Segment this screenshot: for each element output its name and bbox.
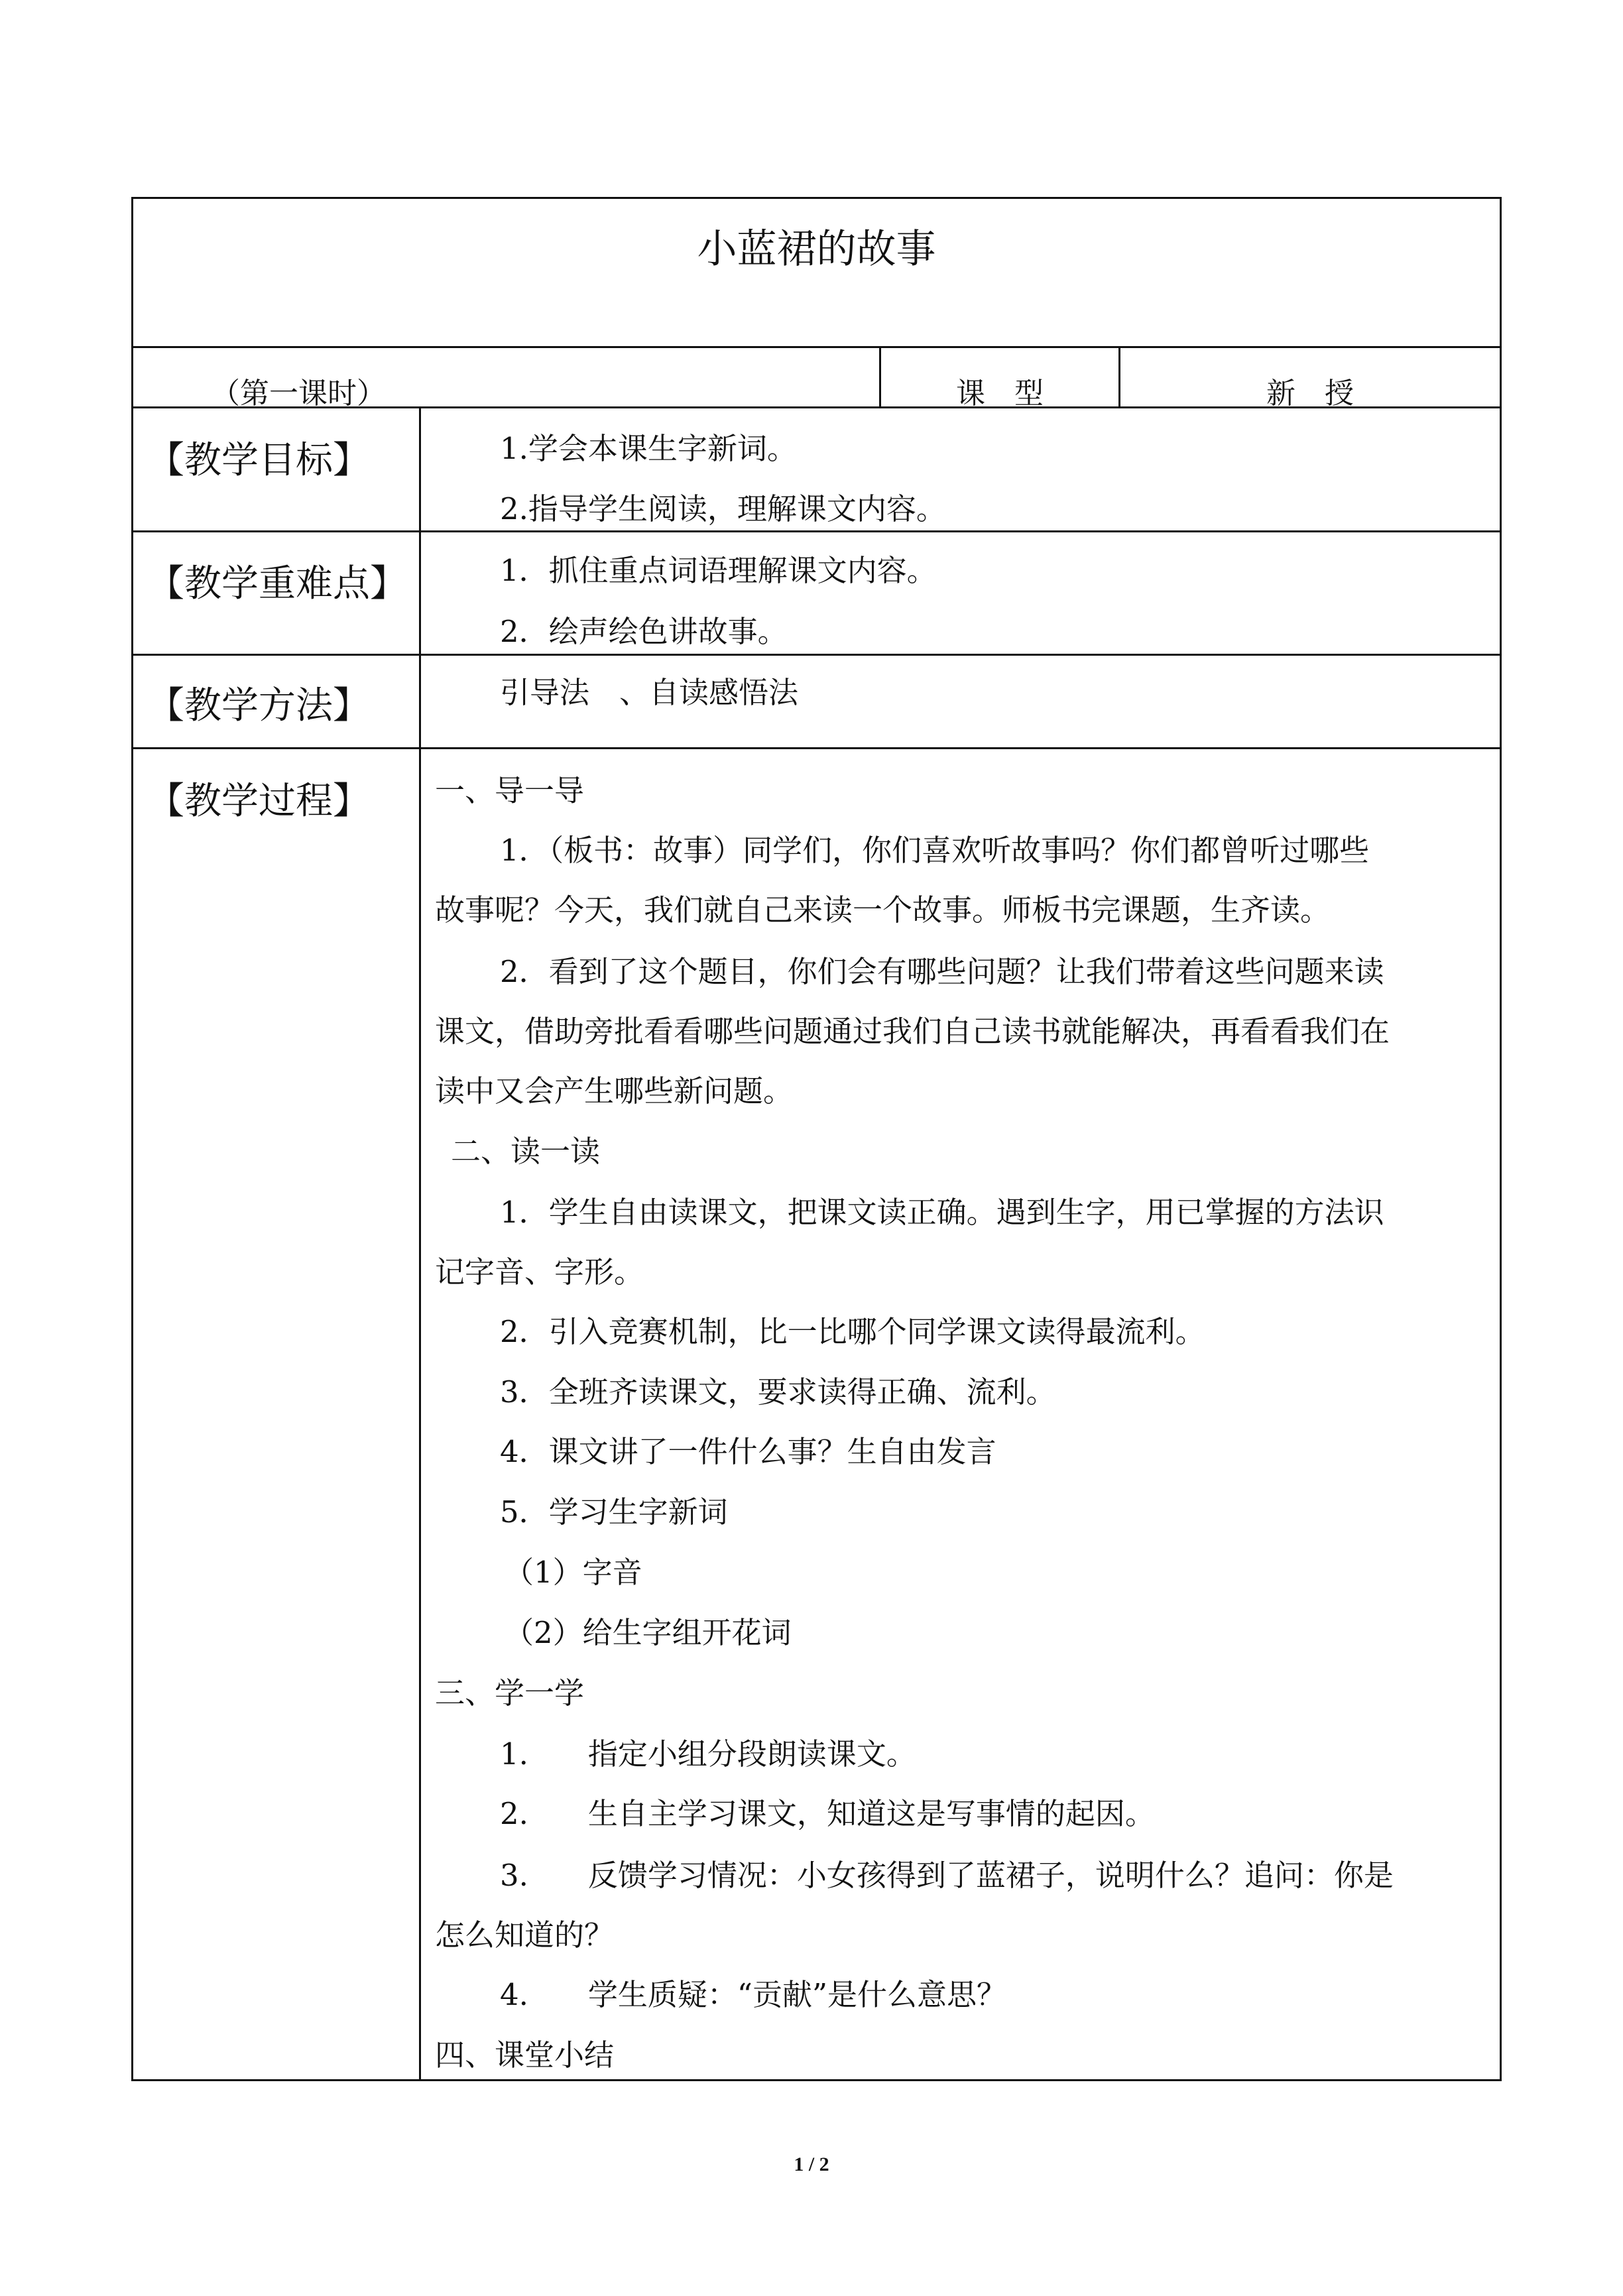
process-label: 【教学过程】 bbox=[147, 780, 370, 823]
row-divider-goals bbox=[131, 530, 1502, 532]
goals-label: 【教学目标】 bbox=[147, 439, 370, 482]
goals-line: 2.指导学生阅读，理解课文内容。 bbox=[500, 491, 946, 526]
process-line: 1. 指定小组分段朗读课文。 bbox=[500, 1736, 916, 1772]
table-border-left bbox=[131, 197, 133, 2081]
process-line: 2. 生自主学习课文，知道这是写事情的起因。 bbox=[500, 1796, 1155, 1831]
process-line: 故事呢？今天，我们就自己来读一个故事。师板书完课题，生齐读。 bbox=[435, 892, 1331, 928]
lesson-type-label: 课 型 bbox=[956, 377, 1044, 410]
process-line: 课文，借助旁批看看哪些问题通过我们自己读书就能解决，再看看我们在 bbox=[435, 1014, 1390, 1049]
goals-line: 1.学会本课生字新词。 bbox=[500, 431, 797, 466]
document-title: 小蓝裙的故事 bbox=[697, 226, 936, 272]
process-line: （1）字音 bbox=[504, 1555, 642, 1590]
process-line: 3．全班齐读课文，要求读得正确、流利。 bbox=[500, 1374, 1056, 1410]
process-line: 记字音、字形。 bbox=[435, 1254, 644, 1290]
process-line: 5．学习生字新词 bbox=[500, 1494, 728, 1530]
process-line: 4. 学生质疑：“贡献”是什么意思？ bbox=[500, 1977, 1006, 2012]
table-border-top bbox=[131, 197, 1502, 199]
methods-label: 【教学方法】 bbox=[147, 684, 370, 727]
process-line: （2）给生字组开花词 bbox=[504, 1615, 792, 1650]
process-line: 2．引入竞赛机制，比一比哪个同学课文读得最流利。 bbox=[500, 1314, 1205, 1349]
process-line: 3. 反馈学习情况：小女孩得到了蓝裙子，说明什么？追问：你是 bbox=[500, 1858, 1394, 1893]
process-line: 怎么知道的？ bbox=[435, 1917, 615, 1953]
lesson-type-value: 新 授 bbox=[1266, 377, 1354, 410]
table-border-bottom bbox=[131, 2079, 1502, 2081]
row-divider-title bbox=[131, 346, 1502, 348]
col-divider-labels bbox=[419, 406, 421, 2081]
process-heading: 一、导一导 bbox=[435, 773, 585, 808]
page-number: 1 / 2 bbox=[794, 2153, 829, 2175]
methods-line: 引导法 、自读感悟法 bbox=[500, 675, 799, 710]
process-line: 读中又会产生哪些新问题。 bbox=[435, 1073, 794, 1109]
key-points-label: 【教学重难点】 bbox=[147, 562, 407, 605]
process-heading: 二、读一读 bbox=[451, 1134, 601, 1169]
process-line: 1．学生自由读课文，把课文读正确。遇到生字，用已掌握的方法识 bbox=[500, 1195, 1384, 1230]
key-points-line: 2．绘声绘色讲故事。 bbox=[500, 614, 788, 649]
key-points-line: 1．抓住重点词语理解课文内容。 bbox=[500, 553, 937, 588]
row-divider-key-points bbox=[131, 654, 1502, 656]
process-line: 1．（板书：故事）同学们，你们喜欢听故事吗？你们都曾听过哪些 bbox=[500, 833, 1370, 868]
table-border-right bbox=[1500, 197, 1502, 2081]
process-line: 4．课文讲了一件什么事？生自由发言 bbox=[500, 1434, 996, 1469]
lesson-period: （第一课时） bbox=[211, 377, 386, 410]
process-heading: 三、学一学 bbox=[435, 1675, 585, 1711]
process-line: 2．看到了这个题目，你们会有哪些问题？让我们带着这些问题来读 bbox=[500, 954, 1384, 989]
row-divider-methods bbox=[131, 747, 1502, 749]
process-heading: 四、课堂小结 bbox=[435, 2037, 615, 2073]
